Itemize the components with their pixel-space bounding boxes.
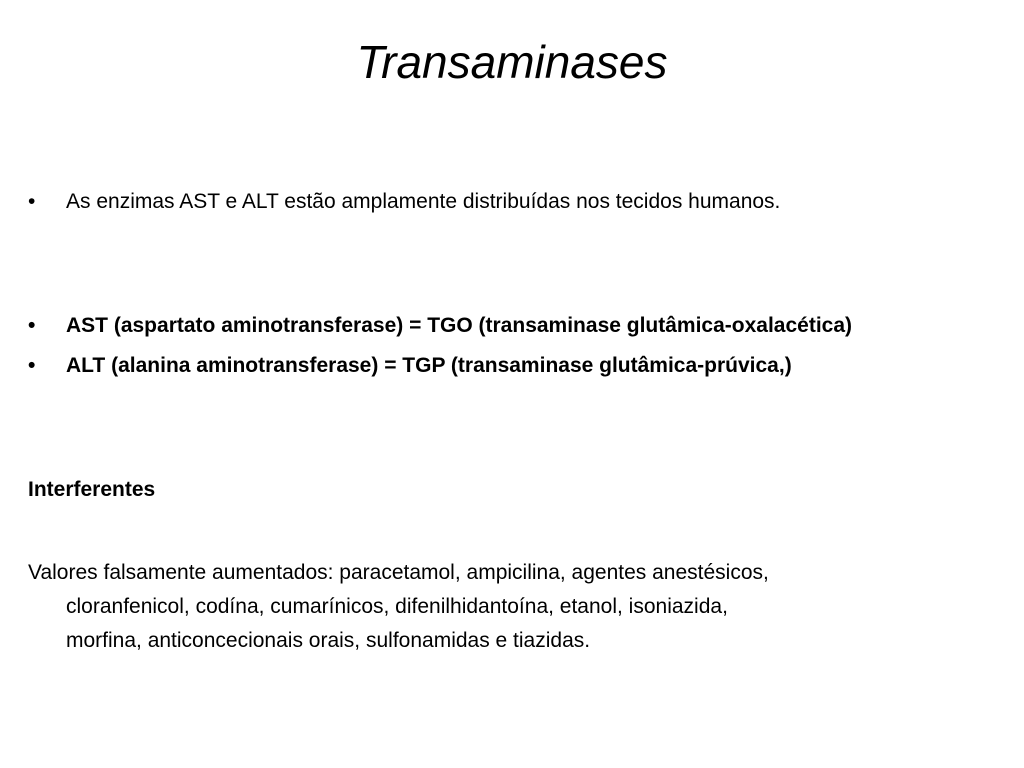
paragraph-line: cloranfenicol, codína, cumarínicos, difenilhidantoína, etanol, isoniazida, [66,595,728,618]
interferents-heading: Interferentes [28,478,156,501]
bullet-text: As enzimas AST e ALT estão amplamente distribuídas nos tecidos humanos. [66,190,781,213]
bullet-text: AST (aspartato aminotransferase) = TGO (transaminase glutâmica-oxalacética) [66,314,853,337]
bullet-text: ALT (alanina aminotransferase) = TGP (transaminase glutâmica-prúvica,) [66,354,792,377]
interferents-paragraph [28,556,988,658]
paragraph-line: morfina, anticoncecionais orais, sulfonamidas e tiazidas. [66,629,591,652]
paragraph-line: Valores falsamente aumentados: paracetamol, ampicilina, agentes anestésicos, [28,561,769,584]
bullet-marker: • [28,354,36,377]
slide-title: Transaminases [356,36,668,88]
bullet-item-ast [28,312,852,340]
bullet-item-alt [28,352,792,380]
bullet-marker: • [28,190,36,213]
bullet-marker: • [28,314,36,337]
bullet-item-enzymes [28,188,780,216]
